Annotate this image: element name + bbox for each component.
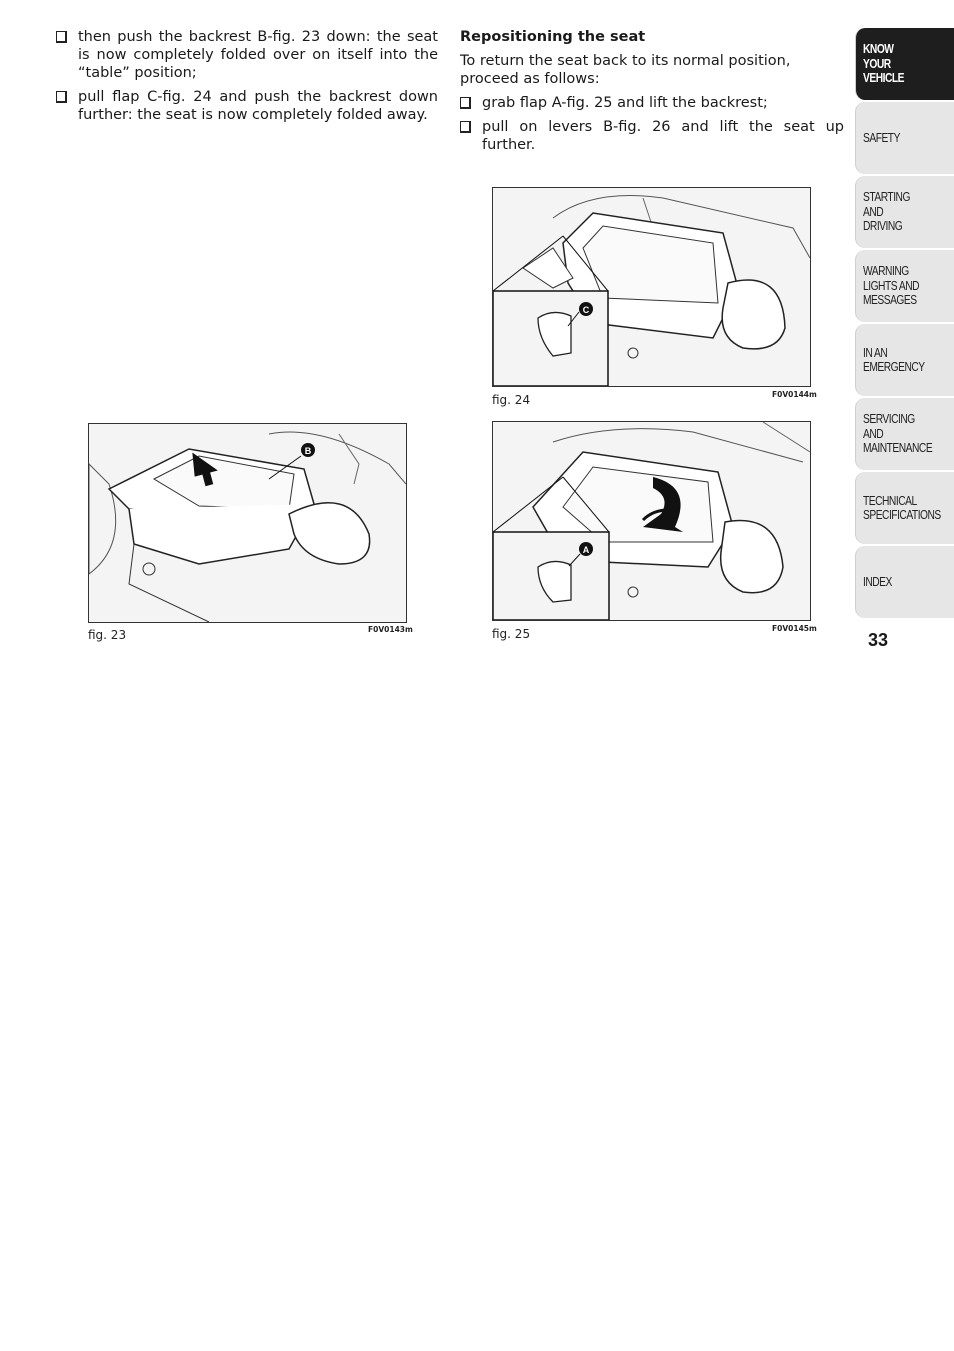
checkbox-bullet-icon: [460, 121, 471, 133]
tab-technical-specifications[interactable]: TECHNICAL SPECIFICATIONS: [855, 472, 954, 544]
intro-paragraph: To return the seat back to its normal position, proceed as follows:: [460, 53, 791, 87]
checkbox-bullet-icon: [460, 97, 471, 109]
checkbox-bullet-icon: [56, 91, 67, 103]
bullet-text: then push the backrest B-fig. 23 down: the seat is now completely folded over on itself into the “table” position;: [78, 29, 438, 81]
figure-25-illustration: [492, 421, 811, 621]
seat-flap-c-illustration: [493, 188, 810, 386]
seat-flap-a-illustration: [493, 422, 810, 620]
tab-know-your-vehicle[interactable]: KNOW YOUR VEHICLE: [855, 28, 954, 100]
figure-code: F0V0145m: [772, 624, 817, 633]
bullet-item: [56, 28, 438, 82]
tab-in-an-emergency[interactable]: IN AN EMERGENCY: [855, 324, 954, 396]
bullet-item: [56, 88, 438, 124]
bullet-item: [460, 94, 844, 112]
figure-caption: fig. 23: [88, 628, 127, 642]
tab-index[interactable]: INDEX: [855, 546, 954, 618]
tab-safety[interactable]: SAFETY: [855, 102, 954, 174]
tab-servicing-and-maintenance[interactable]: SERVICING AND MAINTENANCE: [855, 398, 954, 470]
right-column: [460, 28, 844, 160]
page-number: 33: [868, 630, 889, 650]
left-column: [56, 28, 438, 130]
figure-24-illustration: [492, 187, 811, 387]
bullet-text: pull flap C-fig. 24 and push the backrest down further: the seat is now completely folded away.: [78, 89, 438, 123]
figure-caption: fig. 24: [492, 393, 531, 407]
bullet-text: pull on levers B-fig. 26 and lift the seat up further.: [482, 119, 844, 153]
bullet-text: grab flap A-fig. 25 and lift the backrest;: [482, 95, 768, 111]
tab-warning-lights-and-messages[interactable]: WARNING LIGHTS AND MESSAGES: [855, 250, 954, 322]
figure-23-illustration: [88, 423, 407, 623]
tab-starting-and-driving[interactable]: STARTING AND DRIVING: [855, 176, 954, 248]
callout-letter: A: [582, 545, 590, 555]
callout-letter: B: [304, 446, 312, 456]
figure-code: F0V0144m: [772, 390, 817, 399]
figure-code: F0V0143m: [368, 625, 413, 634]
bullet-item: [460, 118, 844, 154]
section-heading: Repositioning the seat: [460, 29, 646, 45]
checkbox-bullet-icon: [56, 31, 67, 43]
seat-folded-table-illustration: [89, 424, 406, 622]
figure-caption: fig. 25: [492, 627, 531, 641]
callout-letter: C: [582, 305, 590, 315]
chapter-tabs: [855, 28, 954, 620]
